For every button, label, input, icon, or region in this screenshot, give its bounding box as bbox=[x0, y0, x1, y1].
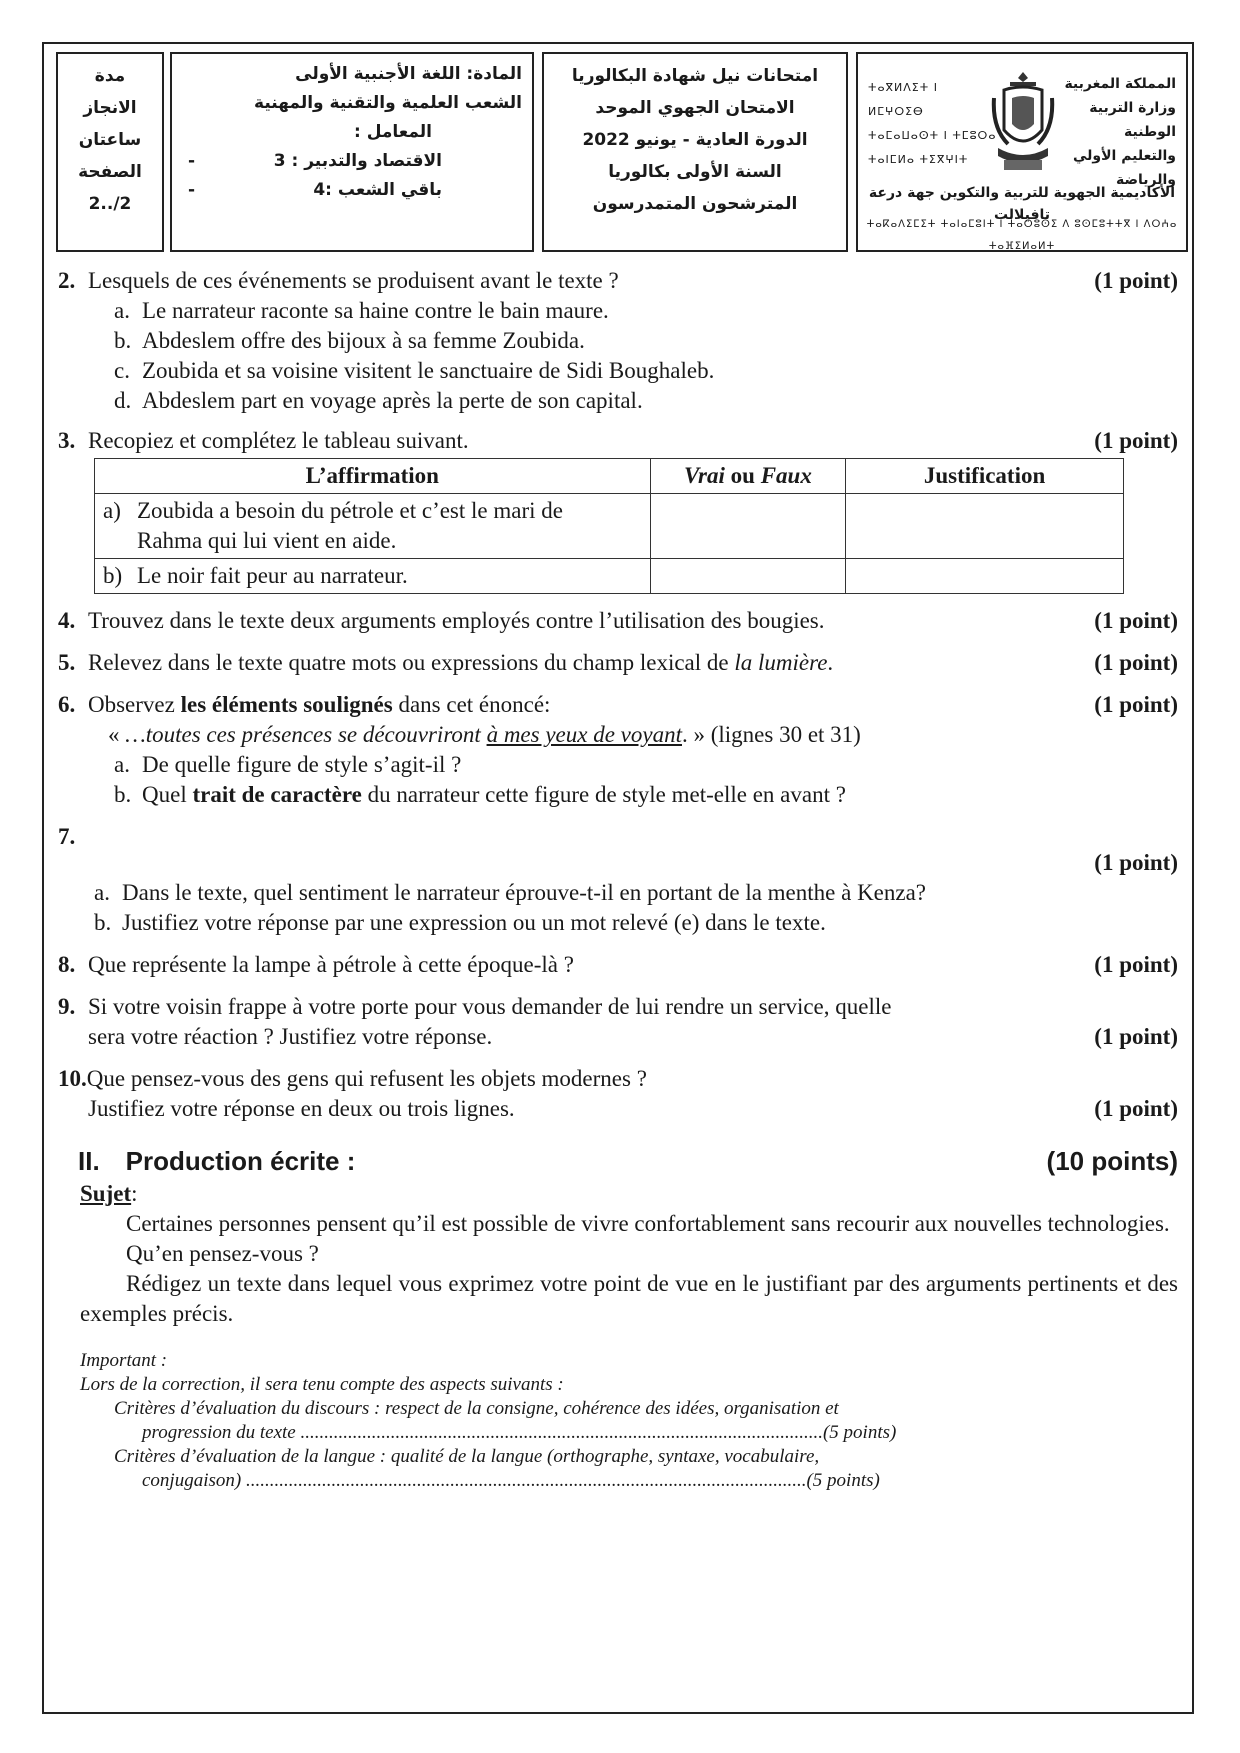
duration-value: ساعتان bbox=[78, 130, 142, 150]
col-vrai-faux bbox=[650, 459, 846, 494]
table-cell-justification[interactable] bbox=[846, 494, 1124, 559]
ministry-ar-line-3: والتعليم الأولي والرياضة bbox=[1072, 148, 1176, 188]
question-points: (1 point) bbox=[1094, 1024, 1178, 1049]
quote-underlined: à mes yeux de voyant bbox=[486, 722, 682, 747]
question-points: (1 point) bbox=[1094, 428, 1178, 453]
option-a bbox=[58, 296, 1178, 326]
exam-box bbox=[542, 52, 848, 252]
question-text: Que représente la lampe à pétrole à cette époque-là ? bbox=[88, 952, 574, 977]
option-letter: b. bbox=[94, 910, 112, 935]
page-number: 2../2 bbox=[88, 194, 132, 214]
option-text: Dans le texte, quel sentiment le narrateur éprouve-t-il en portant de la menthe à Kenza? bbox=[122, 880, 927, 905]
quote-italic: …toutes ces présences se découvriront bbox=[125, 722, 481, 747]
question-text: Trouvez dans le texte deux arguments employés contre l’utilisation des bougies. bbox=[88, 608, 825, 633]
subject-box bbox=[170, 52, 534, 252]
quote-end: . » (lignes 30 et 31) bbox=[681, 722, 861, 747]
duration-label-1: مدة bbox=[94, 66, 126, 86]
question-text bbox=[88, 648, 1082, 678]
academy-tifinagh: ⵜⴰⴽⴰⴷⵉⵎⵉⵜ ⵜⴰⵏⴰⵎⵓⵏⵜ ⵏ ⵜⴰⵔⵓⵙⵉ ⴷ ⵓⵙⵎⵓⵜⵜⴳ ⵏ ⴷⵔⵄⴰ ⵜⴰⴼⵉⵍⴰⵍⵜ bbox=[866, 219, 1178, 252]
subject-line-1: المادة: اللغة الأجنبية الأولى bbox=[295, 64, 522, 84]
option-text-before: Quel bbox=[142, 782, 187, 807]
question-number: 5. bbox=[58, 650, 76, 675]
option-b bbox=[58, 780, 1178, 810]
academy-arabic: الأكاديمية الجهوية للتربية والتكوين جهة درعة تافيلالت bbox=[868, 185, 1176, 223]
option-text: Abdeslem offre des bijoux à sa femme Zoubida. bbox=[142, 328, 585, 353]
question-number: 3. bbox=[58, 428, 76, 453]
question-points: (1 point) bbox=[1094, 850, 1178, 875]
duration-box bbox=[56, 52, 164, 252]
question-9 bbox=[58, 992, 1178, 1052]
criteria-discourse-line-1: Critères d’évaluation du discours : respect de la consigne, cohérence des idées, organisation et bbox=[114, 1398, 839, 1419]
question-number: 2. bbox=[58, 268, 76, 293]
question-text: Recopiez et complétez le tableau suivant. bbox=[88, 428, 469, 453]
coef-2: باقي الشعب :4 bbox=[313, 180, 442, 200]
row-text-line-1: Le noir fait peur au narrateur. bbox=[137, 563, 408, 588]
option-text: Zoubida et sa voisine visitent le sanctuaire de Sidi Boughaleb. bbox=[142, 358, 715, 383]
ministry-tf-line-1: ⵜⴰⴳⵍⴷⵉⵜ ⵏ ⵍⵎⵖⵔⵉⴱ bbox=[868, 81, 938, 118]
table-cell-answer[interactable] bbox=[650, 494, 846, 559]
option-text: De quelle figure de style s’agit-il ? bbox=[142, 752, 462, 777]
col-vrai: Vrai bbox=[683, 463, 725, 488]
table-cell-affirmation bbox=[95, 494, 651, 559]
exam-page bbox=[42, 42, 1194, 1714]
option-d bbox=[58, 386, 1178, 416]
section-points: (10 points) bbox=[1046, 1146, 1178, 1176]
coef-2-dash: - bbox=[188, 180, 196, 200]
row-letter: b) bbox=[103, 563, 123, 588]
ministry-logo-box bbox=[856, 52, 1188, 252]
option-letter: c. bbox=[114, 358, 130, 383]
q5-italic: la lumière bbox=[734, 650, 828, 675]
option-letter: a. bbox=[114, 752, 130, 777]
criteria-language-line-2: conjugaison) ......................................................................................................................(5 points) bbox=[142, 1470, 880, 1491]
option-a bbox=[58, 878, 1178, 908]
sujet-paragraph-1: Certaines personnes pensent qu’il est possible de vivre confortablement sans recourir aux nouvelles technologies. bbox=[126, 1211, 1170, 1236]
sujet-label-wrap bbox=[58, 1179, 1178, 1209]
option-c bbox=[58, 356, 1178, 386]
question-text-line-2: Justifiez votre réponse en deux ou trois lignes. bbox=[88, 1096, 515, 1121]
col-affirmation: L’affirmation bbox=[95, 459, 651, 494]
exam-content bbox=[58, 266, 1178, 1493]
table-cell-affirmation bbox=[95, 559, 651, 594]
ministry-tf-line-3: ⵜⴰⵏⵎⵍⴰ ⵜⵉⴳⵖⵏⵜ bbox=[868, 153, 969, 166]
option-text-after: du narrateur cette figure de style met-elle en avant ? bbox=[367, 782, 846, 807]
row-letter: a) bbox=[103, 498, 121, 523]
question-4 bbox=[58, 606, 1178, 636]
criteria-discourse-line-2: progression du texte ..............................................................................................................(5 points) bbox=[142, 1422, 897, 1443]
sujet-paragraph-3: Rédigez un texte dans lequel vous exprimez votre point de vue en le justifiant par des arguments pertinents et des exemples précis. bbox=[80, 1271, 1178, 1326]
question-number: 9. bbox=[58, 994, 76, 1019]
table-row bbox=[95, 494, 1124, 559]
option-b bbox=[58, 908, 1178, 938]
question-text-line-1: Si votre voisin frappe à votre porte pour vous demander de lui rendre un service, quelle bbox=[88, 994, 892, 1019]
question-2 bbox=[58, 266, 1178, 416]
q6-bold: les éléments soulignés bbox=[180, 692, 393, 717]
q6-text-after: dans cet énoncé: bbox=[398, 692, 551, 717]
option-text: Abdeslem part en voyage après la perte de son capital. bbox=[142, 388, 643, 413]
question-7 bbox=[58, 822, 1178, 938]
question-text: Lesquels de ces événements se produisent avant le texte ? bbox=[88, 268, 619, 293]
row-text-line-1: Zoubida a besoin du pétrole et c’est le mari de bbox=[137, 498, 563, 523]
option-letter: b. bbox=[114, 782, 132, 807]
sujet-label: Sujet bbox=[80, 1181, 132, 1206]
option-text-bold: trait de caractère bbox=[192, 782, 362, 807]
col-justification: Justification bbox=[846, 459, 1124, 494]
coef-line-2 bbox=[182, 176, 522, 205]
quote-open: « bbox=[108, 722, 126, 747]
exam-line-3: الدورة العادية - يونيو 2022 bbox=[582, 130, 808, 150]
q6-text-before: Observez bbox=[88, 692, 175, 717]
row-text-line-2: Rahma qui lui vient en aide. bbox=[137, 528, 397, 553]
q5-text: Relevez dans le texte quatre mots ou expressions du champ lexical de bbox=[88, 650, 729, 675]
col-faux: Faux bbox=[760, 463, 812, 488]
question-10 bbox=[58, 1064, 1178, 1124]
exam-line-5: المترشحون المتمدرسون bbox=[592, 194, 798, 214]
true-false-table bbox=[94, 458, 1124, 594]
ministry-tf-line-2: ⵜⴰⵎⴰⵡⴰⵙⵜ ⵏ ⵜⵎⵓⵔⴰ bbox=[868, 129, 997, 142]
exam-line-4: السنة الأولى بكالوريا bbox=[608, 162, 782, 182]
option-a bbox=[58, 750, 1178, 780]
sujet-paragraph-2: Qu’en pensez-vous ? bbox=[126, 1241, 319, 1266]
exam-line-1: امتحانات نيل شهادة البكالوريا bbox=[571, 66, 819, 86]
ministry-ar-line-2: وزارة التربية الوطنية bbox=[1089, 100, 1176, 140]
question-points: (1 point) bbox=[1094, 692, 1178, 717]
question-number: 6. bbox=[58, 692, 76, 717]
question-points: (1 point) bbox=[1094, 268, 1178, 293]
subject-line-2: الشعب العلمية والتقنية والمهنية bbox=[254, 93, 522, 113]
question-text-line-1: Que pensez-vous des gens qui refusent les objets modernes ? bbox=[86, 1066, 647, 1091]
option-letter: a. bbox=[94, 880, 110, 905]
duration-label-2: الانجاز bbox=[83, 98, 137, 118]
option-letter: a. bbox=[114, 298, 130, 323]
table-cell-answer[interactable] bbox=[650, 559, 846, 594]
question-8 bbox=[58, 950, 1178, 980]
question-3 bbox=[58, 426, 1178, 594]
exam-line-2: الامتحان الجهوي الموحد bbox=[595, 98, 795, 118]
section-roman: II. bbox=[78, 1146, 100, 1176]
ministry-ar-line-1: المملكة المغربية bbox=[1064, 76, 1176, 92]
option-text: Justifiez votre réponse par une expression ou un mot relevé (e) dans le texte. bbox=[122, 910, 826, 935]
question-number: 10. bbox=[58, 1066, 87, 1091]
coef-1: الاقتصاد والتدبير : 3 bbox=[273, 151, 442, 171]
subject-line-3: المعامل : bbox=[353, 122, 432, 142]
question-number: 7. bbox=[58, 824, 76, 849]
criteria-language-line-1: Critères d’évaluation de la langue : qualité de la langue (orthographe, syntaxe, vocabulaire, bbox=[114, 1446, 820, 1467]
question-points: (1 point) bbox=[1094, 952, 1178, 977]
question-number: 8. bbox=[58, 952, 76, 977]
correction-intro: Lors de la correction, il sera tenu compte des aspects suivants : bbox=[80, 1374, 564, 1395]
important-label: Important : bbox=[80, 1350, 168, 1371]
royal-crest-icon bbox=[990, 68, 1056, 178]
option-letter: b. bbox=[114, 328, 132, 353]
question-text-line-2: sera votre réaction ? Justifiez votre réponse. bbox=[88, 1024, 493, 1049]
question-text bbox=[88, 690, 1082, 720]
coef-1-dash: - bbox=[188, 151, 196, 171]
q6-quote bbox=[58, 720, 1178, 750]
option-b bbox=[58, 326, 1178, 356]
option-letter: d. bbox=[114, 388, 132, 413]
section-title: Production écrite : bbox=[125, 1146, 356, 1176]
sujet-colon: : bbox=[131, 1181, 138, 1206]
table-header-row bbox=[95, 459, 1124, 494]
question-number: 4. bbox=[58, 608, 76, 633]
ministry-tifinagh bbox=[868, 76, 998, 172]
question-points: (1 point) bbox=[1094, 650, 1178, 675]
col-ou: ou bbox=[730, 463, 755, 488]
q5-end: . bbox=[827, 650, 834, 675]
question-6 bbox=[58, 690, 1178, 810]
page-label: الصفحة bbox=[78, 162, 142, 182]
option-text: Le narrateur raconte sa haine contre le bain maure. bbox=[142, 298, 609, 323]
table-cell-justification[interactable] bbox=[846, 559, 1124, 594]
coef-line-1 bbox=[182, 147, 522, 176]
table-row bbox=[95, 559, 1124, 594]
production-section-title bbox=[58, 1146, 1178, 1177]
question-points: (1 point) bbox=[1094, 608, 1178, 633]
question-5 bbox=[58, 648, 1178, 678]
important-notes bbox=[58, 1349, 1178, 1493]
ministry-arabic bbox=[1056, 72, 1176, 192]
question-points: (1 point) bbox=[1094, 1096, 1178, 1121]
